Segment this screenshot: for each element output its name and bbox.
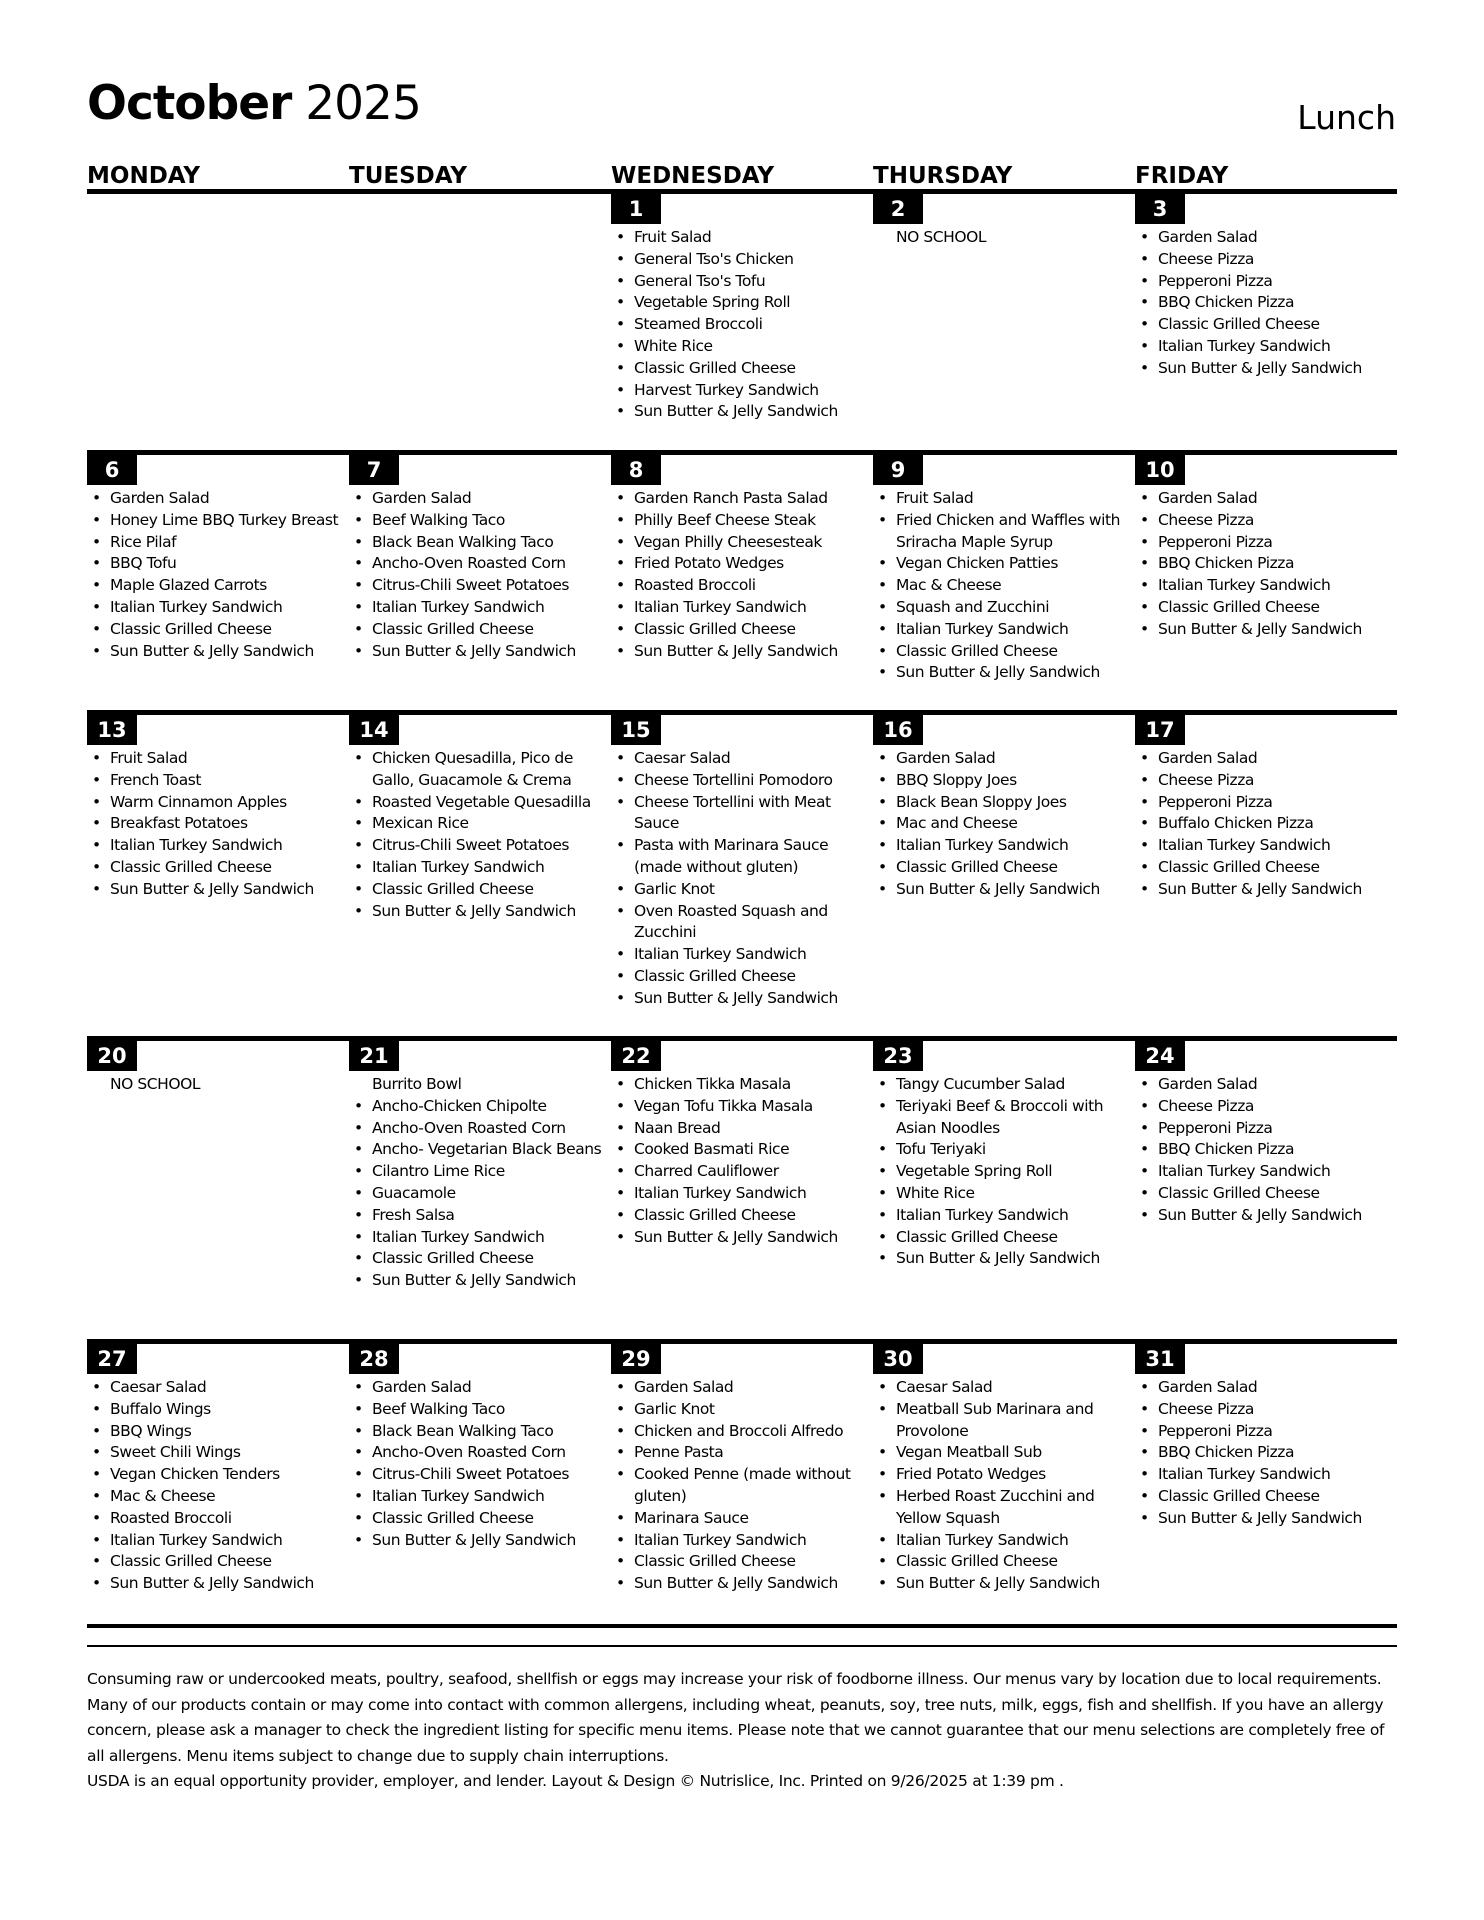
menu-item: • Cooked Penne (made without gluten) — [634, 1464, 873, 1508]
menu-item: • Ancho- Vegetarian Black Beans — [372, 1139, 611, 1161]
menu-item: • Harvest Turkey Sandwich — [634, 380, 873, 402]
menu-item: • Classic Grilled Cheese — [372, 619, 611, 641]
menu-item: • Sun Butter & Jelly Sandwich — [372, 1530, 611, 1552]
menu-item: • White Rice — [634, 336, 873, 358]
weekday-header — [87, 163, 1397, 191]
menu-item: • BBQ Tofu — [110, 553, 349, 575]
menu-item-list — [611, 227, 873, 423]
menu-item: • Classic Grilled Cheese — [634, 966, 873, 988]
menu-item: • Classic Grilled Cheese — [1158, 314, 1397, 336]
menu-item: • BBQ Wings — [110, 1421, 349, 1443]
menu-item: • Italian Turkey Sandwich — [896, 835, 1135, 857]
menu-item: • Garden Salad — [1158, 1377, 1397, 1399]
date-badge: 15 — [611, 715, 661, 745]
menu-item: • Sun Butter & Jelly Sandwich — [634, 988, 873, 1010]
menu-item-list — [87, 1074, 349, 1096]
menu-item: • Roasted Broccoli — [110, 1508, 349, 1530]
menu-item: • Italian Turkey Sandwich — [634, 1183, 873, 1205]
bottom-rule — [87, 1624, 1397, 1628]
menu-item: • Fruit Salad — [896, 488, 1135, 510]
menu-item-list — [1135, 1377, 1397, 1530]
menu-item: • Roasted Vegetable Quesadilla — [372, 792, 611, 814]
title-year: 2025 — [305, 76, 421, 131]
menu-item: • Oven Roasted Squash and Zucchini — [634, 901, 873, 945]
menu-item: • Fried Chicken and Waffles with Sriracha Maple Syrup — [896, 510, 1135, 554]
menu-item: • Sun Butter & Jelly Sandwich — [896, 1573, 1135, 1595]
menu-item: • Sun Butter & Jelly Sandwich — [634, 641, 873, 663]
menu-item: • Fruit Salad — [634, 227, 873, 249]
menu-item: • Classic Grilled Cheese — [634, 1551, 873, 1573]
menu-item-list — [349, 748, 611, 922]
date-badge: 14 — [349, 715, 399, 745]
menu-item: • BBQ Chicken Pizza — [1158, 1139, 1397, 1161]
menu-item: • Caesar Salad — [110, 1377, 349, 1399]
menu-item: • Black Bean Sloppy Joes — [896, 792, 1135, 814]
menu-item: • Sun Butter & Jelly Sandwich — [372, 641, 611, 663]
menu-item: • Classic Grilled Cheese — [110, 857, 349, 879]
meal-label: Lunch — [1297, 98, 1396, 137]
menu-item: • Vegan Philly Cheesesteak — [634, 532, 873, 554]
menu-item: • Caesar Salad — [896, 1377, 1135, 1399]
menu-item: • Cheese Pizza — [1158, 1399, 1397, 1421]
menu-item: • Garden Salad — [634, 1377, 873, 1399]
menu-item: • Classic Grilled Cheese — [1158, 1486, 1397, 1508]
menu-item: • BBQ Chicken Pizza — [1158, 1442, 1397, 1464]
menu-item: • Garden Salad — [896, 748, 1135, 770]
menu-item: • Mac & Cheese — [110, 1486, 349, 1508]
menu-item: • Italian Turkey Sandwich — [634, 597, 873, 619]
menu-item: • Steamed Broccoli — [634, 314, 873, 336]
menu-item-list — [1135, 1074, 1397, 1227]
menu-item-list — [1135, 488, 1397, 641]
menu-item: • Chicken Quesadilla, Pico de Gallo, Guacamole & Crema — [372, 748, 611, 792]
menu-item: • Sun Butter & Jelly Sandwich — [1158, 1508, 1397, 1530]
menu-item: • Citrus-Chili Sweet Potatoes — [372, 835, 611, 857]
date-badge: 16 — [873, 715, 923, 745]
menu-item: • French Toast — [110, 770, 349, 792]
menu-item: • Italian Turkey Sandwich — [1158, 835, 1397, 857]
menu-item: • Naan Bread — [634, 1118, 873, 1140]
menu-item: • Classic Grilled Cheese — [896, 1227, 1135, 1249]
menu-item: • Penne Pasta — [634, 1442, 873, 1464]
menu-item: • Marinara Sauce — [634, 1508, 873, 1530]
menu-item: • Sun Butter & Jelly Sandwich — [110, 879, 349, 901]
menu-item: • Fried Potato Wedges — [634, 553, 873, 575]
menu-item: • Buffalo Chicken Pizza — [1158, 813, 1397, 835]
menu-item: • Sun Butter & Jelly Sandwich — [896, 1248, 1135, 1270]
menu-item-list — [349, 1074, 611, 1292]
day-note: Burrito Bowl — [372, 1075, 462, 1093]
menu-item: • Pepperoni Pizza — [1158, 1118, 1397, 1140]
weekday-tuesday: TUESDAY — [349, 163, 467, 189]
menu-item-list — [873, 1377, 1135, 1595]
menu-item: • Sun Butter & Jelly Sandwich — [372, 901, 611, 923]
day-note: NO SCHOOL — [896, 228, 987, 246]
menu-item: • Philly Beef Cheese Steak — [634, 510, 873, 532]
menu-item: • Vegan Chicken Patties — [896, 553, 1135, 575]
menu-item-list — [873, 748, 1135, 901]
menu-item: • Pepperoni Pizza — [1158, 532, 1397, 554]
menu-item: • Italian Turkey Sandwich — [1158, 575, 1397, 597]
date-badge: 28 — [349, 1344, 399, 1374]
menu-item: • Sun Butter & Jelly Sandwich — [1158, 619, 1397, 641]
menu-item: • Sun Butter & Jelly Sandwich — [634, 1573, 873, 1595]
menu-item: • Mexican Rice — [372, 813, 611, 835]
menu-item: • Italian Turkey Sandwich — [896, 1205, 1135, 1227]
menu-item: • Black Bean Walking Taco — [372, 1421, 611, 1443]
menu-item: • Classic Grilled Cheese — [1158, 1183, 1397, 1205]
menu-item: • Squash and Zucchini — [896, 597, 1135, 619]
menu-item: • Sun Butter & Jelly Sandwich — [110, 641, 349, 663]
menu-item: • Citrus-Chili Sweet Potatoes — [372, 575, 611, 597]
menu-item: • Classic Grilled Cheese — [372, 879, 611, 901]
menu-item: • Garden Salad — [1158, 227, 1397, 249]
menu-item: • Sun Butter & Jelly Sandwich — [896, 662, 1135, 684]
date-badge: 21 — [349, 1041, 399, 1071]
week-rule — [87, 189, 1397, 194]
menu-item: • Vegetable Spring Roll — [634, 292, 873, 314]
menu-item: • Fruit Salad — [110, 748, 349, 770]
menu-item: • Vegetable Spring Roll — [896, 1161, 1135, 1183]
menu-item-list — [349, 1377, 611, 1551]
date-badge: 7 — [349, 455, 399, 485]
menu-item: • Chicken Tikka Masala — [634, 1074, 873, 1096]
menu-item-list — [87, 488, 349, 662]
date-badge: 8 — [611, 455, 661, 485]
menu-item: • Roasted Broccoli — [634, 575, 873, 597]
page-title — [87, 76, 421, 131]
menu-item: • Italian Turkey Sandwich — [896, 1530, 1135, 1552]
menu-item: • Charred Cauliflower — [634, 1161, 873, 1183]
menu-item: • Cilantro Lime Rice — [372, 1161, 611, 1183]
menu-item-list — [873, 1074, 1135, 1270]
menu-item: • BBQ Chicken Pizza — [1158, 292, 1397, 314]
menu-item: • Classic Grilled Cheese — [372, 1248, 611, 1270]
menu-item-list — [611, 748, 873, 1010]
menu-item: • General Tso's Tofu — [634, 271, 873, 293]
menu-item: • BBQ Chicken Pizza — [1158, 553, 1397, 575]
menu-item: • Garden Salad — [110, 488, 349, 510]
menu-item: • Beef Walking Taco — [372, 1399, 611, 1421]
allergen-disclaimer: Consuming raw or undercooked meats, poultry, seafood, shellfish or eggs may increase your risk of foodborne illness. Our menus vary by location due to local requirements. Many of our products contain or may come into contact with common allergens, including wheat, peanuts, soy, tree nuts, milk, eggs, fish and shellfish. If you have an allergy concern, please ask a manager to check the ingredient listing for specific menu items. Please note that we cannot guarantee that our menu selections are completely free of all allergens. Menu items subject to change due to supply chain interruptions. — [87, 1670, 1385, 1765]
menu-item: • Garden Salad — [1158, 488, 1397, 510]
menu-item: • Classic Grilled Cheese — [372, 1508, 611, 1530]
menu-item: • Garden Salad — [372, 1377, 611, 1399]
menu-item: • Tofu Teriyaki — [896, 1139, 1135, 1161]
date-badge: 17 — [1135, 715, 1185, 745]
menu-item: • Italian Turkey Sandwich — [372, 1227, 611, 1249]
date-badge: 9 — [873, 455, 923, 485]
menu-item: • Maple Glazed Carrots — [110, 575, 349, 597]
menu-item-list — [1135, 227, 1397, 380]
menu-item: • Cheese Pizza — [1158, 249, 1397, 271]
menu-item: • BBQ Sloppy Joes — [896, 770, 1135, 792]
menu-item: • Fresh Salsa — [372, 1205, 611, 1227]
menu-item: • Beef Walking Taco — [372, 510, 611, 532]
menu-item: • Garden Ranch Pasta Salad — [634, 488, 873, 510]
menu-item-list — [611, 488, 873, 662]
menu-item: • Sun Butter & Jelly Sandwich — [634, 1227, 873, 1249]
menu-item-list — [87, 748, 349, 901]
menu-item: • Ancho-Oven Roasted Corn — [372, 1442, 611, 1464]
date-badge: 6 — [87, 455, 137, 485]
menu-item: • Classic Grilled Cheese — [110, 619, 349, 641]
week-rule — [87, 1339, 1397, 1344]
menu-item: • Black Bean Walking Taco — [372, 532, 611, 554]
date-badge: 30 — [873, 1344, 923, 1374]
date-badge: 24 — [1135, 1041, 1185, 1071]
date-badge: 22 — [611, 1041, 661, 1071]
menu-item: • Mac & Cheese — [896, 575, 1135, 597]
menu-item: • Classic Grilled Cheese — [1158, 597, 1397, 619]
menu-item: • Cooked Basmati Rice — [634, 1139, 873, 1161]
menu-item: • Sun Butter & Jelly Sandwich — [372, 1270, 611, 1292]
menu-item: • Sun Butter & Jelly Sandwich — [1158, 879, 1397, 901]
menu-item: • Italian Turkey Sandwich — [634, 944, 873, 966]
weekday-friday: FRIDAY — [1135, 163, 1229, 189]
menu-item-list — [1135, 748, 1397, 901]
menu-item: • Italian Turkey Sandwich — [634, 1530, 873, 1552]
date-badge: 20 — [87, 1041, 137, 1071]
date-badge: 10 — [1135, 455, 1185, 485]
menu-item: • Vegan Tofu Tikka Masala — [634, 1096, 873, 1118]
menu-item: • Garden Salad — [1158, 748, 1397, 770]
menu-item: • Cheese Pizza — [1158, 1096, 1397, 1118]
menu-item: • Sweet Chili Wings — [110, 1442, 349, 1464]
weekday-wednesday: WEDNESDAY — [611, 163, 775, 189]
menu-item: • Italian Turkey Sandwich — [110, 835, 349, 857]
date-badge: 27 — [87, 1344, 137, 1374]
menu-item: • Vegan Meatball Sub — [896, 1442, 1135, 1464]
menu-item: • Guacamole — [372, 1183, 611, 1205]
menu-item: • Classic Grilled Cheese — [110, 1551, 349, 1573]
menu-item-list — [611, 1377, 873, 1595]
menu-item: • Italian Turkey Sandwich — [1158, 336, 1397, 358]
menu-item: • Ancho-Chicken Chipolte — [372, 1096, 611, 1118]
menu-item: • Classic Grilled Cheese — [634, 358, 873, 380]
menu-item-list — [873, 488, 1135, 684]
menu-item: • Sun Butter & Jelly Sandwich — [110, 1573, 349, 1595]
menu-item: • Classic Grilled Cheese — [634, 619, 873, 641]
title-month: October — [87, 76, 292, 131]
menu-item: • Classic Grilled Cheese — [896, 857, 1135, 879]
menu-item: • Buffalo Wings — [110, 1399, 349, 1421]
date-badge: 2 — [873, 194, 923, 224]
date-badge: 13 — [87, 715, 137, 745]
menu-item: • Pasta with Marinara Sauce (made without gluten) — [634, 835, 873, 879]
menu-item: • Garlic Knot — [634, 1399, 873, 1421]
week-rule — [87, 1036, 1397, 1041]
date-badge: 23 — [873, 1041, 923, 1071]
menu-item-list — [873, 227, 1135, 249]
menu-item: • Sun Butter & Jelly Sandwich — [634, 401, 873, 423]
menu-item: • Mac and Cheese — [896, 813, 1135, 835]
menu-item: • Classic Grilled Cheese — [1158, 857, 1397, 879]
menu-item: • Breakfast Potatoes — [110, 813, 349, 835]
menu-item: • Italian Turkey Sandwich — [896, 619, 1135, 641]
menu-item: • Sun Butter & Jelly Sandwich — [896, 879, 1135, 901]
menu-item: • Cheese Pizza — [1158, 770, 1397, 792]
week-rule — [87, 450, 1397, 455]
menu-item: • Italian Turkey Sandwich — [372, 857, 611, 879]
footer — [87, 1667, 1397, 1795]
menu-item: • Herbed Roast Zucchini and Yellow Squash — [896, 1486, 1135, 1530]
menu-item-list — [349, 488, 611, 662]
menu-item: • Honey Lime BBQ Turkey Breast — [110, 510, 349, 532]
menu-item: • Fried Potato Wedges — [896, 1464, 1135, 1486]
menu-item: • Italian Turkey Sandwich — [110, 597, 349, 619]
menu-item-list — [87, 1377, 349, 1595]
menu-item: • Caesar Salad — [634, 748, 873, 770]
menu-item: • Italian Turkey Sandwich — [110, 1530, 349, 1552]
menu-item: • Cheese Pizza — [1158, 510, 1397, 532]
menu-item: • Garden Salad — [372, 488, 611, 510]
menu-item: • Chicken and Broccoli Alfredo — [634, 1421, 873, 1443]
menu-item: • Rice Pilaf — [110, 532, 349, 554]
weekday-thursday: THURSDAY — [873, 163, 1013, 189]
week-rule — [87, 710, 1397, 715]
menu-item: • Garden Salad — [1158, 1074, 1397, 1096]
menu-item: • Classic Grilled Cheese — [634, 1205, 873, 1227]
menu-item: • Cheese Tortellini Pomodoro — [634, 770, 873, 792]
menu-item: • Garlic Knot — [634, 879, 873, 901]
date-badge: 31 — [1135, 1344, 1185, 1374]
menu-item: • Ancho-Oven Roasted Corn — [372, 553, 611, 575]
menu-item: • Teriyaki Beef & Broccoli with Asian Noodles — [896, 1096, 1135, 1140]
date-badge: 29 — [611, 1344, 661, 1374]
menu-item: • Vegan Chicken Tenders — [110, 1464, 349, 1486]
menu-item: • Sun Butter & Jelly Sandwich — [1158, 358, 1397, 380]
menu-item: • Pepperoni Pizza — [1158, 271, 1397, 293]
menu-item: • General Tso's Chicken — [634, 249, 873, 271]
menu-item-list — [611, 1074, 873, 1248]
date-badge: 3 — [1135, 194, 1185, 224]
menu-item: • Tangy Cucumber Salad — [896, 1074, 1135, 1096]
menu-item: • Warm Cinnamon Apples — [110, 792, 349, 814]
menu-item: • Classic Grilled Cheese — [896, 1551, 1135, 1573]
menu-item: • Cheese Tortellini with Meat Sauce — [634, 792, 873, 836]
menu-item: • White Rice — [896, 1183, 1135, 1205]
usda-statement: USDA is an equal opportunity provider, employer, and lender. Layout & Design © Nutrislice, Inc. Printed on 9/26/2025 at 1:39 pm . — [87, 1772, 1064, 1791]
menu-item: • Italian Turkey Sandwich — [372, 597, 611, 619]
weekday-monday: MONDAY — [87, 163, 201, 189]
menu-item: • Ancho-Oven Roasted Corn — [372, 1118, 611, 1140]
menu-item: • Italian Turkey Sandwich — [1158, 1464, 1397, 1486]
menu-item: • Italian Turkey Sandwich — [372, 1486, 611, 1508]
date-badge: 1 — [611, 194, 661, 224]
day-note: NO SCHOOL — [110, 1075, 201, 1093]
menu-item: • Italian Turkey Sandwich — [1158, 1161, 1397, 1183]
bottom-rule-thin — [87, 1645, 1397, 1647]
menu-item: • Sun Butter & Jelly Sandwich — [1158, 1205, 1397, 1227]
menu-item: • Meatball Sub Marinara and Provolone — [896, 1399, 1135, 1443]
menu-item: • Classic Grilled Cheese — [896, 641, 1135, 663]
menu-item: • Citrus-Chili Sweet Potatoes — [372, 1464, 611, 1486]
menu-item: • Pepperoni Pizza — [1158, 1421, 1397, 1443]
menu-item: • Pepperoni Pizza — [1158, 792, 1397, 814]
